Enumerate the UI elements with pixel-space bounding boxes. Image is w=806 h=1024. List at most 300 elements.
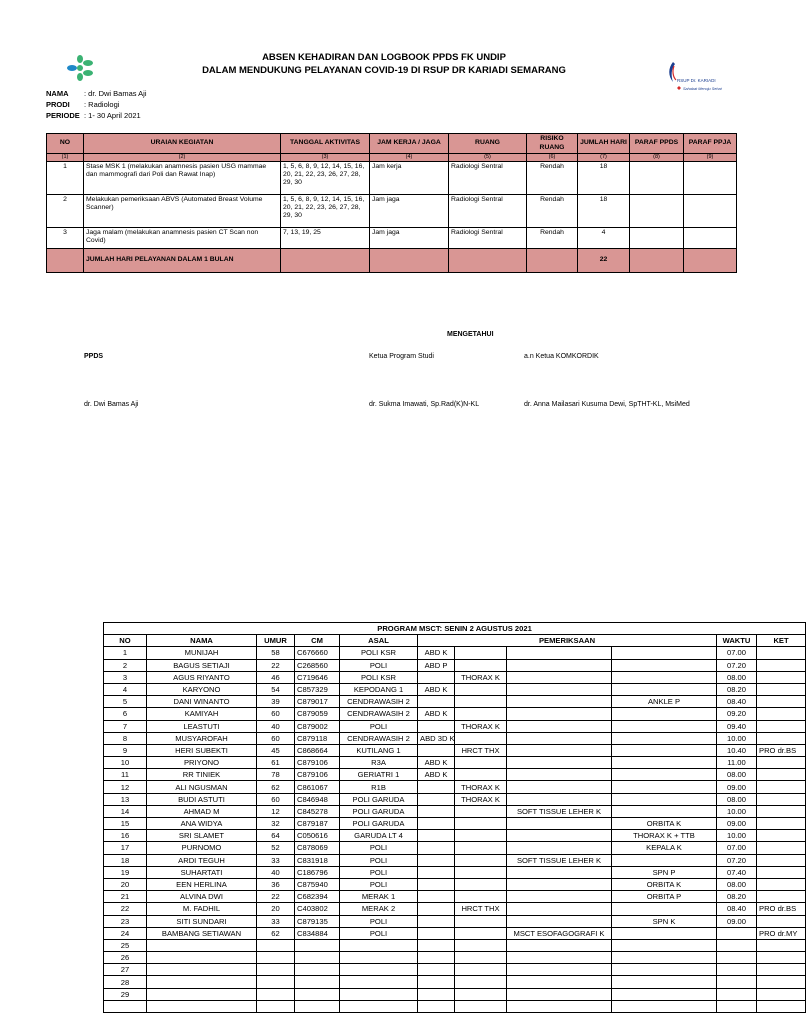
msct-row: [104, 793, 806, 805]
cell-blank: [527, 249, 578, 273]
msct-cell: [418, 891, 455, 903]
cell-ruang: Radiologi Sentral: [449, 228, 527, 249]
msct-cell: ABD K: [418, 647, 455, 659]
msct-row: [104, 708, 806, 720]
msct-cell: SOFT TISSUE LEHER K: [507, 805, 612, 817]
msct-cell: [612, 781, 717, 793]
msct-cell: 40: [257, 720, 295, 732]
msct-cell: C831918: [295, 854, 340, 866]
msct-cell: [612, 757, 717, 769]
msct-cell: [340, 964, 418, 976]
msct-cell: [757, 866, 806, 878]
msct-cell: [418, 793, 455, 805]
msct-cell: [612, 659, 717, 671]
msct-cell: SRI SLAMET: [147, 830, 257, 842]
logbook-row: [47, 162, 737, 195]
msct-cell: [507, 757, 612, 769]
msct-cell: 62: [257, 927, 295, 939]
msct-header-row: [104, 635, 806, 647]
msct-cell: THORAX K: [455, 781, 507, 793]
msct-cell: [418, 744, 455, 756]
msct-cell: [757, 781, 806, 793]
msct-cell: [507, 769, 612, 781]
msct-cell: ORBITA K: [612, 878, 717, 890]
msct-cell: 1: [104, 647, 147, 659]
msct-cell: [757, 842, 806, 854]
msct-cell: [757, 878, 806, 890]
cell-blank: [47, 249, 84, 273]
msct-row: [104, 830, 806, 842]
msct-cell: 40: [257, 866, 295, 878]
msct-row: [104, 842, 806, 854]
msct-cell: ALI NGUSMAN: [147, 781, 257, 793]
msct-cell: 60: [257, 708, 295, 720]
msct-cell: AHMAD M: [147, 805, 257, 817]
msct-cell: [147, 952, 257, 964]
msct-cell: POLI: [340, 878, 418, 890]
msct-cell: C403802: [295, 903, 340, 915]
msct-cell: KEPALA K: [612, 842, 717, 854]
msct-cell: 08.20: [717, 891, 757, 903]
msct-cell: [455, 696, 507, 708]
msct-row: [104, 915, 806, 927]
msct-cell: 23: [104, 915, 147, 927]
msct-cell: C682394: [295, 891, 340, 903]
msct-cell: BAGUS SETIAJI: [147, 659, 257, 671]
msct-cell: [455, 939, 507, 951]
col-header-ruang: RUANG: [449, 134, 527, 154]
msct-cell: [757, 952, 806, 964]
msct-cell: MSCT ESOFAGOGRAFI K: [507, 927, 612, 939]
msct-cell: SITI SUNDARI: [147, 915, 257, 927]
msct-cell: C878069: [295, 842, 340, 854]
msct-cell: 7: [104, 720, 147, 732]
info-periode: PERIODE : 1- 30 April 2021: [46, 111, 141, 120]
msct-cell: ABD 3D K: [418, 732, 455, 744]
msct-cell: ANKLE P: [612, 696, 717, 708]
komkordik-name: dr. Anna Mailasari Kusuma Dewi, SpTHT-KL, MsiMed: [524, 401, 690, 408]
cell-paraf-ppja[interactable]: [684, 195, 737, 228]
msct-cell: C846948: [295, 793, 340, 805]
msct-row: [104, 732, 806, 744]
msct-cell: C676660: [295, 647, 340, 659]
cell-paraf-ppds[interactable]: [630, 195, 684, 228]
msct-cell: 12: [104, 781, 147, 793]
msct-cell: [418, 903, 455, 915]
msct-cell: ORBITA K: [612, 818, 717, 830]
msct-cell: CENDRAWASIH 2: [340, 732, 418, 744]
msct-cell: MUSYAROFAH: [147, 732, 257, 744]
msct-cell: 10.00: [717, 830, 757, 842]
msct-cell: 20: [257, 903, 295, 915]
col-number: (6): [527, 154, 578, 162]
msct-cell: 6: [104, 708, 147, 720]
msct-cell: ALVINA DWI: [147, 891, 257, 903]
msct-cell: CENDRAWASIH 2: [340, 696, 418, 708]
msct-row: [104, 903, 806, 915]
msct-cell: [418, 878, 455, 890]
msct-cell: [455, 842, 507, 854]
msct-row: [104, 781, 806, 793]
msct-cell: [612, 683, 717, 695]
msct-cell: 11.00: [717, 757, 757, 769]
msct-cell: THORAX K + TTB: [612, 830, 717, 842]
msct-cell: THORAX K: [455, 793, 507, 805]
msct-row: [104, 659, 806, 671]
cell-kegiatan: Stase MSK 1 (melakukan anamnesis pasien USG mammae dan mammografi dari Poli dan Rawat Inap): [84, 162, 281, 195]
msct-cell: C861067: [295, 781, 340, 793]
msct-cell: [757, 939, 806, 951]
msct-cell: [507, 683, 612, 695]
msct-row: [104, 878, 806, 890]
msct-cell: [455, 659, 507, 671]
msct-cell: HERI SUBEKTI: [147, 744, 257, 756]
cell-tanggal: 1, 5, 6, 8, 9, 12, 14, 15, 16, 20, 21, 22, 23, 26, 27, 28, 29, 30: [281, 162, 370, 195]
msct-cell: [418, 781, 455, 793]
msct-cell: 58: [257, 647, 295, 659]
msct-title: PROGRAM MSCT: SENIN 2 AGUSTUS 2021: [104, 623, 806, 635]
msct-cell: 13: [104, 793, 147, 805]
msct-cell: SOFT TISSUE LEHER K: [507, 854, 612, 866]
msct-cell: 3: [104, 671, 147, 683]
msct-cell: ARDI TEGUH: [147, 854, 257, 866]
msct-cell: C879017: [295, 696, 340, 708]
msct-schedule-table: [103, 622, 806, 1013]
msct-cell: [418, 964, 455, 976]
cell-paraf-ppja[interactable]: [684, 162, 737, 195]
msct-row: [104, 757, 806, 769]
msct-cell: [455, 964, 507, 976]
msct-cell: POLI: [340, 842, 418, 854]
msct-row: [104, 671, 806, 683]
col-header-no: NO: [47, 134, 84, 154]
cell-ruang: Radiologi Sentral: [449, 195, 527, 228]
msct-cell: BUDI ASTUTI: [147, 793, 257, 805]
msct-cell: [455, 708, 507, 720]
msct-cell: [507, 793, 612, 805]
msct-cell: 18: [104, 854, 147, 866]
msct-cell: 15: [104, 818, 147, 830]
msct-cell: [717, 964, 757, 976]
msct-cell: 19: [104, 866, 147, 878]
msct-cell: KUTILANG 1: [340, 744, 418, 756]
msct-cell: SPN K: [612, 915, 717, 927]
msct-cell: DANI WINANTO: [147, 696, 257, 708]
msct-cell: [612, 976, 717, 988]
msct-cell: [418, 696, 455, 708]
msct-cell: [612, 854, 717, 866]
msct-cell: KAMIYAH: [147, 708, 257, 720]
msct-cell: [455, 952, 507, 964]
msct-cell: [340, 976, 418, 988]
msct-cell: 08.00: [717, 793, 757, 805]
msct-cell: [717, 976, 757, 988]
msct-row: [104, 769, 806, 781]
col-number: (3): [281, 154, 370, 162]
msct-cell: [757, 659, 806, 671]
msct-cell: [455, 769, 507, 781]
msct-cell: 14: [104, 805, 147, 817]
msct-cell: 27: [104, 964, 147, 976]
msct-cell: POLI: [340, 720, 418, 732]
msct-cell: [757, 976, 806, 988]
msct-row: [104, 818, 806, 830]
msct-cell: 12: [257, 805, 295, 817]
msct-col-pemeriksaan: PEMERIKSAAN: [418, 635, 717, 647]
cell-paraf-ppds[interactable]: [630, 162, 684, 195]
msct-cell: C050616: [295, 830, 340, 842]
msct-cell: [612, 805, 717, 817]
msct-cell: 07.20: [717, 659, 757, 671]
msct-cell: 78: [257, 769, 295, 781]
msct-cell: 22: [104, 903, 147, 915]
msct-cell: [257, 988, 295, 1000]
msct-cell: 10.00: [717, 732, 757, 744]
msct-row: [104, 683, 806, 695]
msct-cell: ABD K: [418, 683, 455, 695]
msct-cell: POLI: [340, 659, 418, 671]
msct-cell: 61: [257, 757, 295, 769]
msct-cell: 39: [257, 696, 295, 708]
msct-cell: [717, 1000, 757, 1012]
msct-cell: [757, 647, 806, 659]
msct-cell: THORAX K: [455, 720, 507, 732]
komkordik-role: a.n Ketua KOMKORDIK: [524, 353, 599, 360]
cell-tanggal: 7, 13, 19, 25: [281, 228, 370, 249]
cell-kegiatan: Jaga malam (melakukan anamnesis pasien CT Scan non Covid): [84, 228, 281, 249]
msct-col-umur: UMUR: [257, 635, 295, 647]
msct-cell: [717, 952, 757, 964]
msct-cell: [147, 964, 257, 976]
msct-cell: HRCT THX: [455, 744, 507, 756]
total-value: 22: [578, 249, 630, 273]
msct-row: [104, 927, 806, 939]
msct-cell: [507, 903, 612, 915]
col-header-uraian: URAIAN KEGIATAN: [84, 134, 281, 154]
msct-cell: [507, 988, 612, 1000]
msct-cell: [147, 939, 257, 951]
msct-cell: [340, 1000, 418, 1012]
msct-cell: 60: [257, 793, 295, 805]
msct-cell: [717, 939, 757, 951]
logbook-number-row: [47, 154, 737, 162]
msct-cell: C845278: [295, 805, 340, 817]
kps-role: Ketua Program Studi: [369, 353, 434, 360]
msct-cell: MUNIJAH: [147, 647, 257, 659]
msct-cell: C834884: [295, 927, 340, 939]
msct-cell: [612, 744, 717, 756]
msct-cell: C879059: [295, 708, 340, 720]
cell-risiko: Rendah: [527, 195, 578, 228]
msct-cell: [340, 952, 418, 964]
msct-cell: C879106: [295, 769, 340, 781]
msct-cell: C879135: [295, 915, 340, 927]
msct-cell: POLI: [340, 927, 418, 939]
msct-cell: 20: [104, 878, 147, 890]
msct-cell: [295, 939, 340, 951]
msct-cell: [147, 1000, 257, 1012]
msct-cell: [507, 659, 612, 671]
msct-cell: [418, 854, 455, 866]
msct-cell: 08.00: [717, 769, 757, 781]
msct-cell: [507, 671, 612, 683]
msct-cell: M. FADHIL: [147, 903, 257, 915]
msct-cell: [612, 671, 717, 683]
msct-cell: [757, 671, 806, 683]
msct-cell: [717, 988, 757, 1000]
msct-cell: [612, 793, 717, 805]
document-title-line2: DALAM MENDUKUNG PELAYANAN COVID-19 DI RSUP DR KARIADI SEMARANG: [202, 65, 566, 76]
msct-cell: SPN P: [612, 866, 717, 878]
logbook-row: [47, 195, 737, 228]
msct-cell: ORBITA P: [612, 891, 717, 903]
col-header-risiko: RISIKO RUANG: [527, 134, 578, 154]
msct-cell: 62: [257, 781, 295, 793]
msct-cell: [507, 842, 612, 854]
msct-cell: [455, 647, 507, 659]
cell-paraf-ppja[interactable]: [684, 228, 737, 249]
cell-tanggal: 1, 5, 6, 8, 9, 12, 14, 15, 16, 20, 21, 22, 23, 26, 27, 28, 29, 30: [281, 195, 370, 228]
msct-cell: POLI GARUDA: [340, 805, 418, 817]
logbook-table: [46, 133, 737, 273]
msct-cell: 21: [104, 891, 147, 903]
msct-row: [104, 964, 806, 976]
msct-cell: [257, 964, 295, 976]
msct-cell: [418, 952, 455, 964]
msct-cell: 24: [104, 927, 147, 939]
msct-cell: 09.20: [717, 708, 757, 720]
msct-cell: POLI: [340, 915, 418, 927]
msct-cell: [418, 720, 455, 732]
msct-cell: 09.00: [717, 781, 757, 793]
msct-row: [104, 866, 806, 878]
msct-cell: [418, 805, 455, 817]
msct-cell: [757, 915, 806, 927]
msct-cell: 08.40: [717, 903, 757, 915]
msct-cell: 4: [104, 683, 147, 695]
msct-cell: 10.00: [717, 805, 757, 817]
msct-cell: [612, 720, 717, 732]
cell-jam: Jam kerja: [370, 162, 449, 195]
msct-cell: 22: [257, 891, 295, 903]
msct-cell: [455, 891, 507, 903]
msct-cell: [757, 769, 806, 781]
msct-row: [104, 976, 806, 988]
msct-cell: 5: [104, 696, 147, 708]
cell-blank: [281, 249, 370, 273]
msct-cell: 08.00: [717, 878, 757, 890]
msct-cell: [455, 732, 507, 744]
total-label: JUMLAH HARI PELAYANAN DALAM 1 BULAN: [84, 249, 281, 273]
msct-cell: [295, 964, 340, 976]
msct-cell: [757, 854, 806, 866]
col-number: (2): [84, 154, 281, 162]
msct-cell: [612, 1000, 717, 1012]
msct-cell: 09.00: [717, 818, 757, 830]
msct-cell: [418, 866, 455, 878]
msct-cell: [757, 696, 806, 708]
msct-cell: [455, 988, 507, 1000]
msct-cell: [507, 744, 612, 756]
msct-cell: 45: [257, 744, 295, 756]
msct-col-no: NO: [104, 635, 147, 647]
msct-row: [104, 696, 806, 708]
logbook-row: [47, 228, 737, 249]
msct-row: [104, 805, 806, 817]
msct-cell: KEPODANG 1: [340, 683, 418, 695]
cell-ruang: Radiologi Sentral: [449, 162, 527, 195]
msct-cell: [418, 671, 455, 683]
msct-cell: [612, 964, 717, 976]
msct-cell: [295, 1000, 340, 1012]
msct-cell: [455, 878, 507, 890]
msct-cell: GARUDA LT 4: [340, 830, 418, 842]
msct-cell: [418, 830, 455, 842]
msct-cell: [612, 708, 717, 720]
msct-cell: [507, 878, 612, 890]
msct-cell: [507, 939, 612, 951]
msct-cell: [340, 988, 418, 1000]
col-header-jumlah: JUMLAH HARI: [578, 134, 630, 154]
msct-cell: MERAK 2: [340, 903, 418, 915]
msct-cell: 36: [257, 878, 295, 890]
msct-cell: [507, 818, 612, 830]
cell-jumlah: 18: [578, 195, 630, 228]
msct-cell: [418, 988, 455, 1000]
msct-col-waktu: WAKTU: [717, 635, 757, 647]
msct-cell: [612, 647, 717, 659]
cell-paraf-ppds[interactable]: [630, 228, 684, 249]
msct-cell: C186796: [295, 866, 340, 878]
msct-cell: HRCT THX: [455, 903, 507, 915]
msct-cell: POLI GARUDA: [340, 818, 418, 830]
col-number: (7): [578, 154, 630, 162]
col-header-paraf-ppja: PARAF PPJA: [684, 134, 737, 154]
msct-row: [104, 1000, 806, 1012]
msct-col-cm: CM: [295, 635, 340, 647]
msct-cell: 2: [104, 659, 147, 671]
cell-no: 1: [47, 162, 84, 195]
msct-cell: [455, 818, 507, 830]
cell-no: 3: [47, 228, 84, 249]
msct-cell: PRO dr.BS: [757, 744, 806, 756]
cell-kegiatan: Melakukan pemeriksaan ABVS (Automated Breast Volume Scanner): [84, 195, 281, 228]
msct-cell: 16: [104, 830, 147, 842]
msct-cell: POLI KSR: [340, 671, 418, 683]
msct-cell: ABD K: [418, 757, 455, 769]
msct-cell: 08.20: [717, 683, 757, 695]
cell-blank: [630, 249, 684, 273]
msct-cell: 07.00: [717, 842, 757, 854]
msct-cell: [104, 1000, 147, 1012]
msct-cell: 26: [104, 952, 147, 964]
msct-cell: 07.40: [717, 866, 757, 878]
msct-cell: [147, 976, 257, 988]
msct-row: [104, 952, 806, 964]
msct-cell: POLI: [340, 854, 418, 866]
msct-cell: [757, 683, 806, 695]
logbook-header-row: [47, 134, 737, 154]
msct-cell: PRIYONO: [147, 757, 257, 769]
msct-cell: ANA WIDYA: [147, 818, 257, 830]
msct-cell: C868664: [295, 744, 340, 756]
msct-cell: [507, 1000, 612, 1012]
msct-cell: [507, 696, 612, 708]
msct-cell: EEN HERLINA: [147, 878, 257, 890]
msct-cell: 33: [257, 915, 295, 927]
msct-cell: [757, 757, 806, 769]
msct-col-asal: ASAL: [340, 635, 418, 647]
